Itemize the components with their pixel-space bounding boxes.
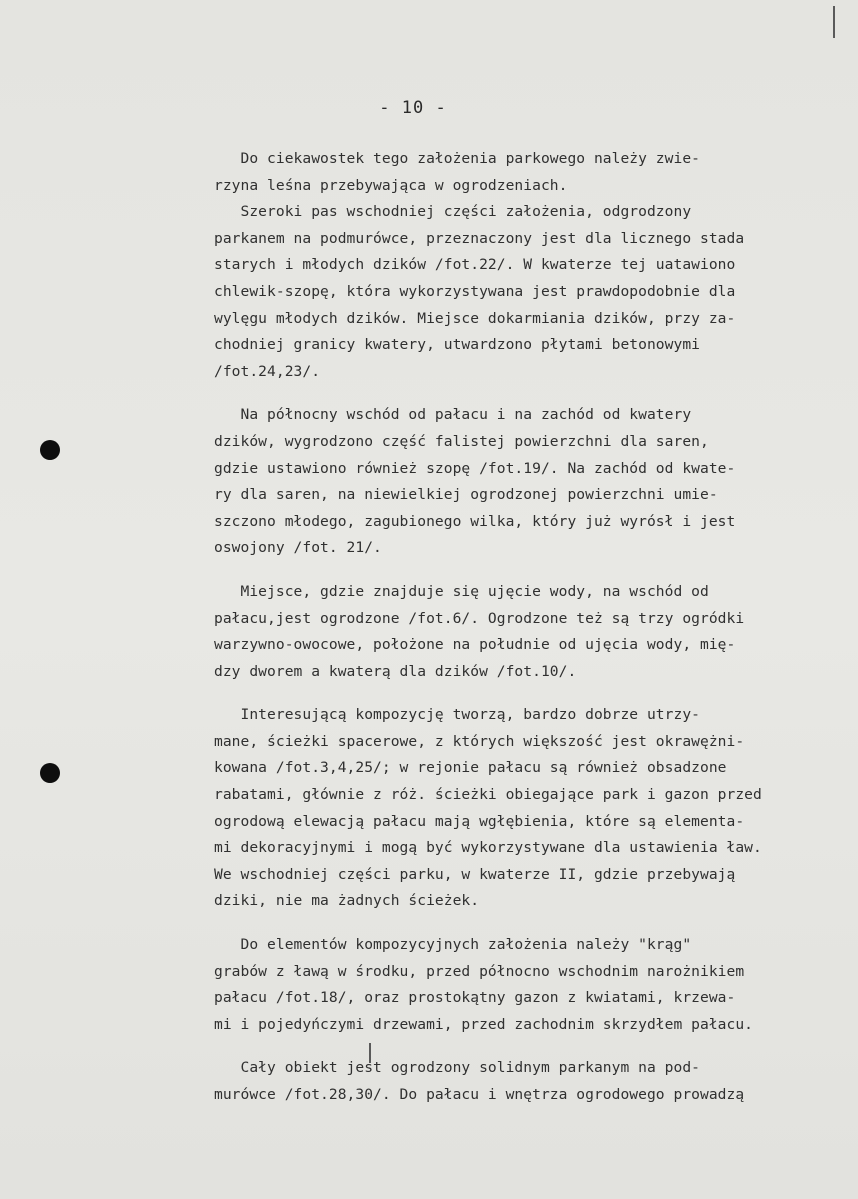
text-line: wylęgu młodych dzików. Miejsce dokarmiania dzików, przy za- <box>214 309 736 327</box>
text-line: murówce /fot.28,30/. Do pałacu i wnętrza ogrodowego prowadzą <box>214 1086 745 1103</box>
text-line: oswojony /fot. 21/. <box>214 539 382 557</box>
text-line: ogrodową elewacją pałacu mają wgłębienia, które są elementa- <box>214 812 745 830</box>
text-line: mane, ścieżki spacerowe, z których większość jest okrawężni- <box>214 732 745 750</box>
paragraph <box>214 932 839 1038</box>
text-line: dzików, wygrodzono część falistej powierzchni dla saren, <box>214 432 709 450</box>
text-line: Szeroki pas wschodniej części założenia, odgrodzony <box>214 203 692 221</box>
text-line: chlewik-szopę, która wykorzystywana jest prawdopodobnie dla <box>214 282 736 300</box>
text-line: dzy dworem a kwaterą dla dzików /fot.10/. <box>214 662 577 680</box>
page-number: - 10 - <box>379 98 447 118</box>
text-line: Na północny wschód od pałacu i na zachód od kwatery <box>214 406 692 424</box>
paragraph <box>214 1055 839 1108</box>
text-line: mi i pojedyńczymi drzewami, przed zachodnim skrzydłem pałacu. <box>214 1015 754 1033</box>
text-line: Do elementów kompozycyjnych założenia należy "krąg" <box>214 936 692 954</box>
paragraph <box>214 199 839 385</box>
text-line: Interesującą kompozycję tworzą, bardzo dobrze utrzy- <box>214 706 700 724</box>
text-line: pałacu,jest ogrodzone /fot.6/. Ogrodzone też są trzy ogródki <box>214 609 745 627</box>
text-line: chodniej granicy kwatery, utwardzono płytami betonowymi <box>214 336 700 354</box>
text-line: pałacu /fot.18/, oraz prostokątny gazon z kwiatami, krzewa- <box>214 989 736 1007</box>
edge-mark-top-right <box>833 6 835 38</box>
paragraph <box>214 146 839 199</box>
text-line: gdzie ustawiono również szopę /fot.19/. Na zachód od kwate- <box>214 459 736 477</box>
body-text <box>214 146 839 1126</box>
text-line: mi dekoracyjnymi i mogą być wykorzystywane dla ustawienia ław. <box>214 839 762 857</box>
text-line: We wschodniej części parku, w kwaterze II, gdzie przebywają <box>214 865 736 883</box>
paragraph <box>214 579 839 685</box>
text-line: warzywno-owocowe, położone na południe od ujęcia wody, mię- <box>214 636 736 654</box>
text-line: grabów z ławą w środku, przed północno wschodnim narożnikiem <box>214 962 745 980</box>
text-line: rzyna leśna przebywająca w ogrodzeniach. <box>214 176 568 194</box>
paragraph <box>214 402 839 562</box>
text-line: szczono młodego, zagubionego wilka, który już wyrósł i jest <box>214 512 736 530</box>
text-line: /fot.24,23/. <box>214 362 321 380</box>
text-line: rabatami, głównie z róż. ścieżki obiegające park i gazon przed <box>214 786 762 804</box>
text-line: parkanem na podmurówce, przeznaczony jest dla licznego stada <box>214 229 745 247</box>
text-line: Do ciekawostek tego założenia parkowego należy zwie- <box>214 150 700 167</box>
text-line: ry dla saren, na niewielkiej ogrodzonej powierzchni umie- <box>214 486 718 504</box>
punch-hole-lower <box>40 763 60 783</box>
text-line: Cały obiekt jest ogrodzony solidnym parkanym na pod- <box>214 1059 700 1077</box>
text-line: kowana /fot.3,4,25/; w rejonie pałacu są również obsadzone <box>214 759 727 777</box>
text-line: dziki, nie ma żadnych ścieżek. <box>214 892 480 910</box>
text-line: Miejsce, gdzie znajduje się ujęcie wody, na wschód od <box>214 582 709 600</box>
paragraph <box>214 702 839 915</box>
text-line: starych i młodych dzików /fot.22/. W kwaterze tej uatawiono <box>214 256 736 274</box>
punch-hole-upper <box>40 440 60 460</box>
